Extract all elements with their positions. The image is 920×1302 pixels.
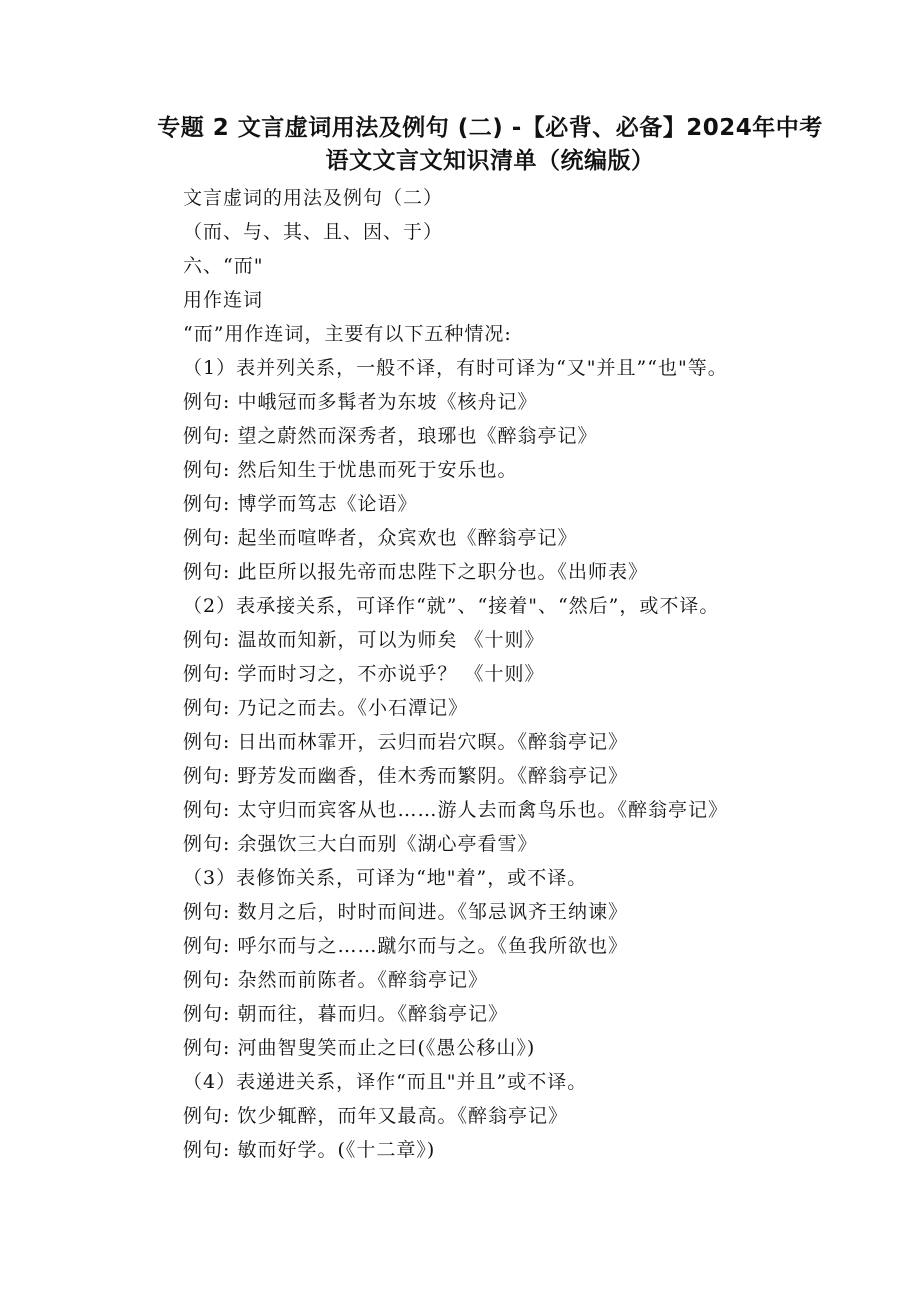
example-line: 例句: 学而时习之，不亦说乎？ 《十则》 (183, 663, 545, 685)
example-line: 例句: 呼尔而与之……蹴尔而与之。《鱼我所欲也》 (183, 935, 628, 957)
example-line: 例句: 数月之后，时时而间进。《邹忌讽齐王纳谏》 (183, 901, 628, 923)
example-line: 例句: 温故而知新，可以为师矣 《十则》 (183, 629, 545, 651)
example-line: 例句: 博学而笃志《论语》 (183, 493, 418, 515)
example-line: 例句: 日出而林霏开，云归而岩穴暝。《醉翁亭记》 (183, 731, 628, 753)
word-list-line: （而、与、其、且、因、于） (183, 221, 444, 243)
example-line: 例句: 杂然而前陈者。《醉翁亭记》 (183, 969, 488, 991)
section-heading: 六、“而" (183, 255, 264, 277)
subtitle-line: 文言虚词的用法及例句（二） (183, 187, 444, 209)
document-title: 专题 2 文言虚词用法及例句 (二) -【必背、必备】2024年中考语文文言文知识清单（统编版） (157, 115, 823, 174)
example-line: 例句: 余强饮三大白而别《湖心亭看雪》 (183, 833, 538, 855)
example-line: 例句: 中峨冠而多髯者为东坡《核舟记》 (183, 391, 538, 413)
example-line: 例句: 敏而好学。(《十二章》) (183, 1139, 436, 1161)
example-line: 例句: 河曲智叟笑而止之曰(《愚公移山》) (183, 1037, 536, 1059)
category-heading-3: （3）表修饰关系，可译为“地"着”，或不译。 (183, 867, 588, 889)
example-line: 例句: 望之蔚然而深秀者，琅琊也《醉翁亭记》 (183, 425, 598, 447)
example-line: 例句: 野芳发而幽香，佳木秀而繁阴。《醉翁亭记》 (183, 765, 628, 787)
example-line: 例句: 起坐而喧哗者，众宾欢也《醉翁亭记》 (183, 527, 578, 549)
example-line: 例句: 然后知生于忧患而死于安乐也。 (183, 459, 518, 481)
example-line: 例句: 朝而往，暮而归。《醉翁亭记》 (183, 1003, 508, 1025)
example-line: 例句: 太守归而宾客从也……游人去而禽鸟乐也。《醉翁亭记》 (183, 799, 728, 821)
document-body (183, 181, 843, 1167)
example-line: 例句: 饮少辄醉，而年又最高。《醉翁亭记》 (183, 1105, 568, 1127)
example-line: 例句: 乃记之而去。《小石潭记》 (183, 697, 468, 719)
category-heading-4: （4）表递进关系，译作“而且"并且”或不译。 (183, 1071, 588, 1093)
category-heading-1: （1）表并列关系，一般不译，有时可译为“又"并且”“也"等。 (183, 357, 728, 379)
example-line: 例句: 此臣所以报先帝而忠陛下之职分也。《出师表》 (183, 561, 648, 583)
category-heading-2: （2）表承接关系，可译作“就”、“接着"、“然后”，或不译。 (183, 595, 720, 617)
usage-heading: 用作连词 (183, 289, 264, 311)
intro-line: “而”用作连词，主要有以下五种情况: (183, 323, 512, 345)
